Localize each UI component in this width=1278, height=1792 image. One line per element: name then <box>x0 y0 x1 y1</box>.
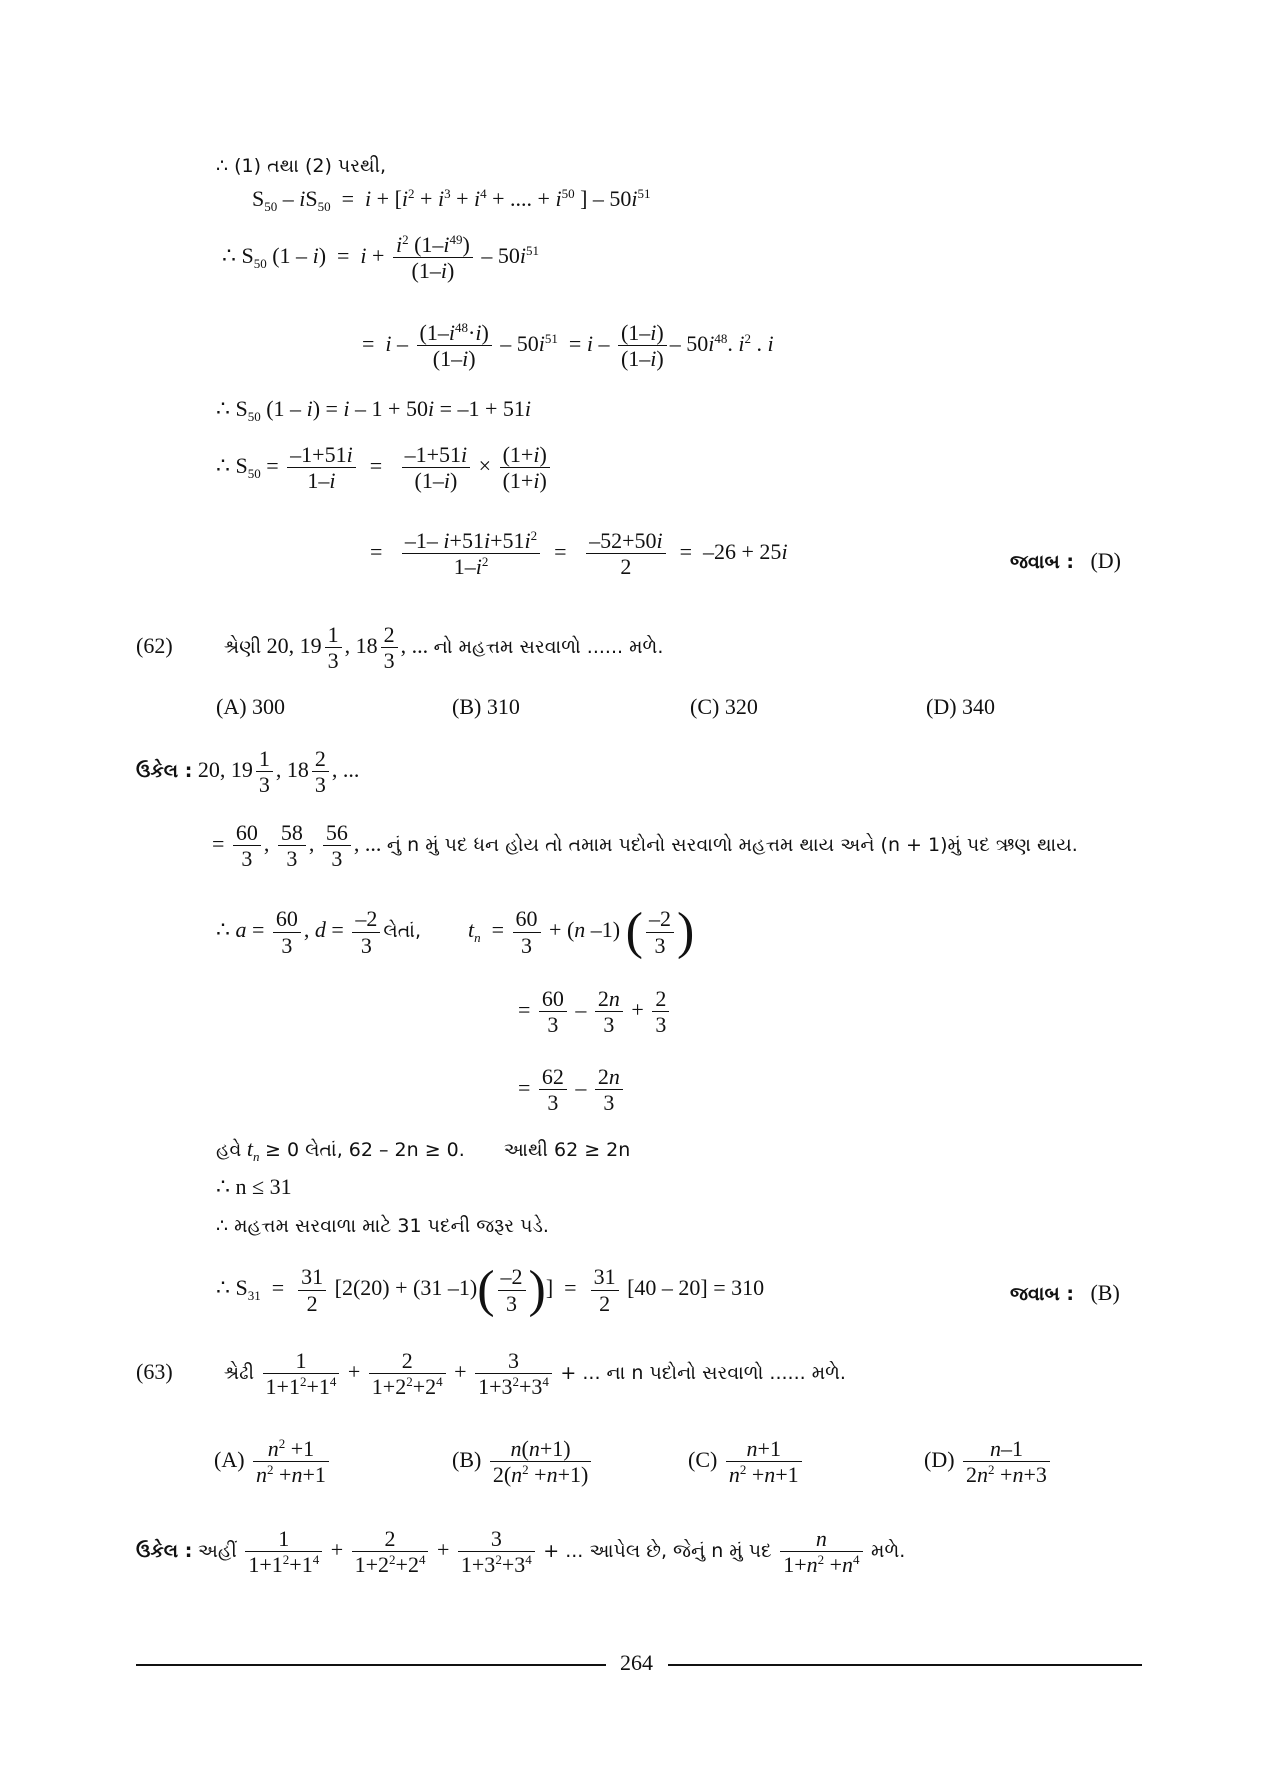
footer-rule-right <box>668 1664 1142 1666</box>
q63-option-c: (C) $\frac{n+1}{n^2 +n+1}$ <box>688 1436 805 1488</box>
footer-rule-left <box>136 1664 606 1666</box>
solution-62-tn-step2: = $\frac{60}{3}$ – $\frac{2n}{3}$ + $\frac{2}{3}$ <box>518 986 672 1038</box>
question-number: (62) <box>136 632 173 658</box>
answer-q61: જવાબ : (D) <box>1010 548 1121 573</box>
q63-option-b: (B) $\frac{n(n+1)}{2(n^2 +n+1)}$ <box>452 1436 594 1488</box>
eq-s50-difference: $S_{50} - iS_{50} = i + [i^2 + i^3 + i^4$ + .... + $i^{50}$ ] – $50i^{51}$ <box>252 186 651 214</box>
solution-62-tn: ∴ a = $\frac{60}{3}$ , d = $\frac{-2}{3}$ લેતાં, $t_n$ = $\frac{60}{3}$ + (n –1) ( $\frac{-2}{3}$ ) <box>216 903 695 960</box>
page-number: 264 <box>620 1650 653 1675</box>
option-a: (A) 300 <box>216 694 286 719</box>
eq-s50-final: = $\frac{-1- i+51i+51i^2}{1-i^2}$ = $\frac{-52+50i}{2}$ = –26 + 25i <box>370 528 788 580</box>
eq-s50-times-1-minus-i: ∴ $S_{50}$ (1 – i) = i + $\frac{i^2 (1-i^{49})}{(1-i)}$ – $50i^{51}$ <box>222 232 539 284</box>
option-c: (C) 320 <box>690 694 758 719</box>
eq-simplify-step: = i – $\frac{(1-i^{48}\cdot i)}{(1-i)}$ – $50i^{51} = i$ – $\frac{(1-i)}{(1-i)}$ – $50i^{48}$. $i^2$ . i <box>362 320 774 372</box>
answer-q62: જવાબ : (B) <box>1010 1280 1120 1305</box>
solution-62-s31: ∴ $S_{31}$ = $\frac{31}{2}$ [2(20) + (31 –1)( $\frac{-2}{3}$ )] = $\frac{31}{2}$ [40 – 20] = 310 <box>216 1261 765 1318</box>
q63-option-d: (D) $\frac{n-1}{2n^2 +n+3}$ <box>924 1436 1053 1488</box>
eq-s50-result: ∴ $S_{50}$ (1 – i) = i – 1 + 50i = –1 + 51i <box>216 396 532 424</box>
q63-option-a: (A) $\frac{n^2 +1}{n^2 +n+1}$ <box>214 1436 332 1488</box>
solution-62-need: ∴ મહત્તમ સરવાળા માટે 31 પદની જરૂર પડે. <box>216 1215 549 1237</box>
solution-62-line1: ઉકેલ : 20, 19 $\frac{1}{3}$ , 18 $\frac{2}{3}$ , ... <box>136 746 360 798</box>
question-62: (62) શ્રેણી 20, 19 $\frac{1}{3}$ , 18 $\frac{2}{3}$ , ... નો મહત્તમ સરવાળો ...... મળે. <box>136 622 664 674</box>
solution-62-tn-step3: = $\frac{62}{3}$ – $\frac{2n}{3}$ <box>518 1064 626 1116</box>
solution-63: ઉકેલ : અહીં $\frac{1}{1+1^2+1^4}$ + $\frac{2}{1+2^2+2^4}$ + $\frac{3}{1+3^2+3^4}$ + ... આપેલ છે, જેનું n મું પદ $\frac{n}{1+n^2 +n^4}$ મળે. <box>136 1526 906 1578</box>
option-d: (D) 340 <box>926 694 996 719</box>
solution-62-line2: = $\frac{60}{3}$ , $\frac{58}{3}$ , $\frac{56}{3}$ , ... નું n મું પદ ધન હોય તો તમામ પદોનો સરવાળો મહત્તમ થાય અને (n + 1)મું પદ ઋણ થાય. <box>212 820 1078 872</box>
eq-s50-fraction: ∴ $S_{50}$ = $\frac{-1+51i}{1-i}$ = $\frac{-1+51i}{(1-i)}$ × $\frac{(1+i)}{(1+i)}$ <box>216 442 553 494</box>
option-b: (B) 310 <box>452 694 520 719</box>
line-from-1-2: ∴ (1) તથા (2) પરથી, <box>216 155 387 177</box>
question-number: (63) <box>136 1358 173 1384</box>
solution-62-condition: હવે $t_n \ge 0$ લેતાં, 62 – 2n ≥ 0. આથી 62 ≥ 2n <box>216 1136 631 1164</box>
solution-62-n: ∴ n ≤ 31 <box>216 1174 292 1199</box>
question-63: (63) શ્રેઢી $\frac{1}{1+1^2+1^4}$ + $\frac{2}{1+2^2+2^4}$ + $\frac{3}{1+3^2+3^4}$ + ... ના n પદોનો સરવાળો ...... મળે. <box>136 1348 846 1400</box>
